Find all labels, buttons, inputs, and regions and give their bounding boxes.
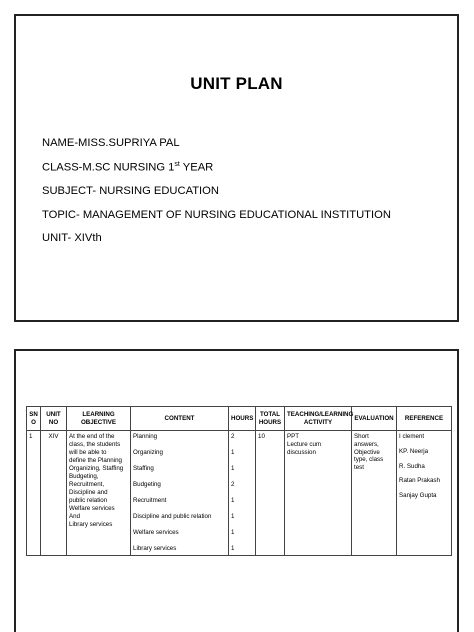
cell-objective [67, 431, 131, 556]
header-sno: SN O [27, 407, 41, 431]
evaluation-line: answers, [354, 440, 379, 448]
activity-line: PPT [287, 433, 300, 440]
activity-line: Lecture cum [287, 440, 322, 448]
cell-reference [397, 431, 452, 556]
topic-line: TOPIC- MANAGEMENT OF NURSING EDUCATIONAL INSTITUTION [42, 209, 391, 221]
objective-line: Welfare services [69, 505, 115, 512]
objective-line: At the end of the [69, 433, 115, 440]
objective-line: Budgeting, [69, 473, 99, 480]
hours-value: 1 [231, 512, 235, 520]
header-activity: TEACHING/LEARNING ACTIVITY [285, 407, 352, 431]
unit-line: UNIT- XIVth [42, 232, 102, 244]
evaluation-line: type, class [354, 456, 384, 464]
content-item: Organizing [133, 448, 163, 456]
objective-line: And [69, 513, 81, 520]
table-header-row [27, 407, 452, 431]
content-item: Recruitment [133, 496, 167, 504]
content-item: Budgeting [133, 480, 161, 488]
content-item: Discipline and public relation [133, 512, 212, 520]
header-reference: REFERENCE [397, 407, 452, 431]
content-item: Welfare services [133, 528, 179, 536]
content-item: Staffing [133, 464, 154, 472]
content-item: Library services [133, 544, 177, 552]
objective-line: Recruitment, [69, 481, 105, 488]
title-slide [14, 14, 459, 322]
evaluation-line: test [354, 464, 364, 472]
header-total-hours: TOTAL HOURS [256, 407, 285, 431]
unit-plan-table-slide [14, 349, 459, 632]
objective-line: will be able to [69, 449, 107, 456]
cell-content [131, 431, 229, 556]
hours-value: 2 [231, 433, 235, 440]
class-line [42, 161, 213, 174]
content-item: Planning [133, 433, 158, 440]
header-unit-no: UNIT NO [41, 407, 67, 431]
header-evaluation: EVALUATION [352, 407, 397, 431]
reference-item: Sanjay Gupta [399, 492, 437, 500]
reference-item: Ratan Prakash [399, 477, 440, 485]
reference-item: I clement [399, 433, 425, 440]
header-content: CONTENT [131, 407, 229, 431]
header-learning-objective: LEARNING OBJECTIVE [67, 407, 131, 431]
hours-value: 1 [231, 448, 235, 456]
subject-line: SUBJECT- NURSING EDUCATION [42, 185, 219, 197]
class-text: CLASS-M.SC NURSING 1 [42, 161, 175, 174]
objective-line: class, the students [69, 441, 121, 448]
objective-line: define the Planning [69, 457, 122, 464]
hours-value: 2 [231, 480, 235, 488]
hours-value: 1 [231, 464, 235, 472]
cell-activity [285, 431, 352, 556]
evaluation-line: Short [354, 433, 369, 440]
objective-line: public relation [69, 497, 108, 504]
hours-value: 1 [231, 496, 235, 504]
cell-unit-no: XIV [41, 431, 67, 556]
cell-evaluation [352, 431, 397, 556]
objective-line: Organizing, Staffing [69, 465, 124, 472]
cell-sno: 1 [27, 431, 41, 556]
slide-title: UNIT PLAN [190, 74, 283, 93]
evaluation-line: Objective [354, 448, 380, 456]
hours-value: 1 [231, 528, 235, 536]
activity-line: discussion [287, 448, 316, 456]
cell-total-hours: 10 [256, 431, 285, 556]
class-suffix: YEAR [179, 161, 214, 174]
reference-item: KP. Neerja [399, 447, 429, 455]
class-superscript: st [174, 161, 180, 168]
cell-hours [229, 431, 256, 556]
header-hours: HOURS [229, 407, 256, 431]
reference-item: R. Sudha [399, 462, 425, 470]
table-row [27, 431, 452, 556]
name-line: NAME-MISS.SUPRIYA PAL [42, 137, 180, 149]
unit-plan-table [26, 406, 452, 556]
objective-line: Discipline and [69, 489, 108, 496]
objective-line: Library services [69, 521, 113, 528]
hours-value: 1 [231, 544, 235, 552]
